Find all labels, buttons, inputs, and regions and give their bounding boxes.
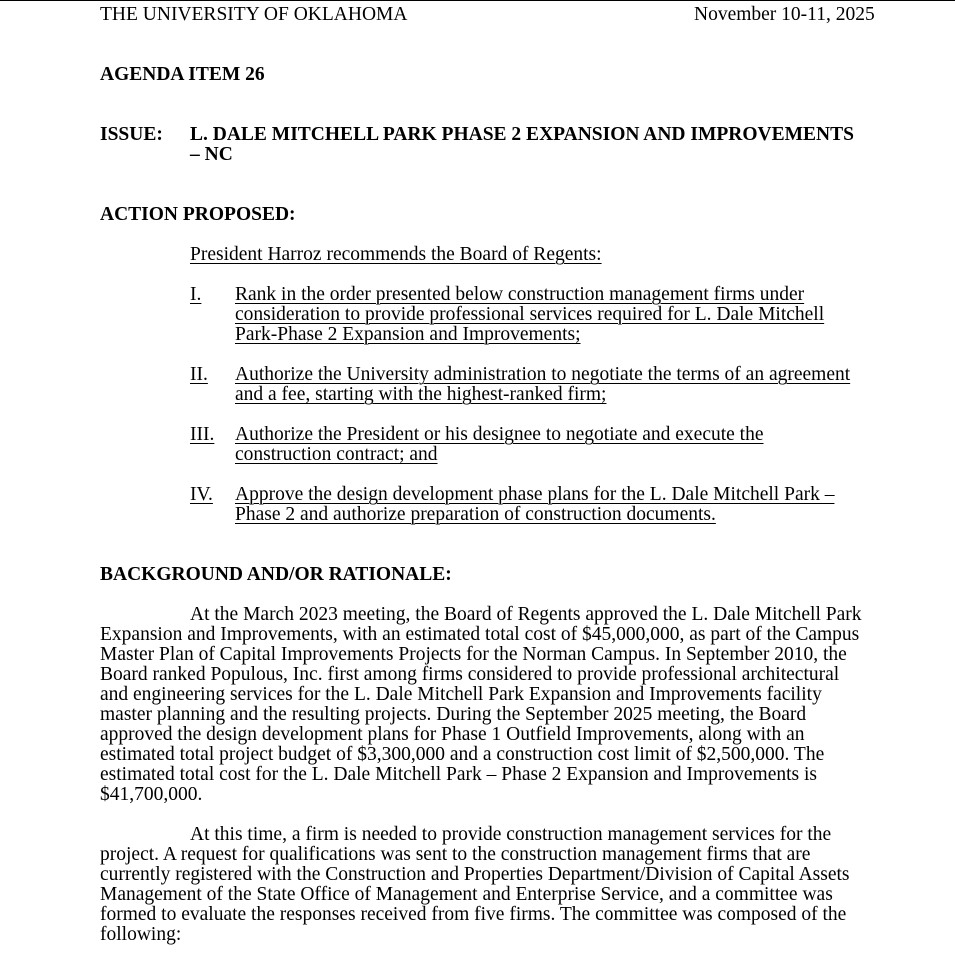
paragraph-line: formed to evaluate the responses received from five firms. The committee was composed of the [100,904,847,925]
item-line: Authorize the University administration to negotiate the terms of an agreement [235,364,851,385]
item-numeral: II. [190,364,208,385]
paragraph-line: master planning and the resulting projects. During the September 2025 meeting, the Board [100,704,807,725]
paragraph-line: project. A request for qualifications was sent to the construction management firms that are [100,844,811,865]
item-line: construction contract; and [235,444,438,465]
item-line: Park-Phase 2 Expansion and Improvements; [235,324,581,345]
action-proposed-heading: ACTION PROPOSED: [100,204,296,225]
top-divider [0,0,955,1]
item-line: and a fee, starting with the highest-ranked firm; [235,384,607,405]
paragraph-line: estimated total project budget of $3,300,000 and a construction cost limit of $2,500,000. The [100,744,825,765]
institution-name: THE UNIVERSITY OF OKLAHOMA [100,4,408,25]
paragraph-line: $41,700,000. [100,784,203,805]
meeting-date: November 10-11, 2025 [694,4,875,25]
agenda-item-title: AGENDA ITEM 26 [100,64,265,85]
item-line: Phase 2 and authorize preparation of construction documents. [235,504,716,525]
item-numeral: I. [190,284,202,305]
paragraph-line: Management of the State Office of Management and Enterprise Service, and a committee was [100,884,833,905]
item-line: Approve the design development phase plans for the L. Dale Mitchell Park – [235,484,835,505]
paragraph-line: At this time, a firm is needed to provide construction management services for the [190,824,832,845]
paragraph-line: approved the design development plans for Phase 1 Outfield Improvements, along with an [100,724,805,745]
item-numeral: IV. [190,484,213,505]
recommendation-text: President Harroz recommends the Board of Regents: [190,244,602,265]
item-line: Authorize the President or his designee to negotiate and execute the [235,424,764,445]
issue-title-line: L. DALE MITCHELL PARK PHASE 2 EXPANSION AND IMPROVEMENTS [190,124,854,145]
paragraph-line: currently registered with the Construction and Properties Department/Division of Capital Assets [100,864,850,885]
paragraph-line: Expansion and Improvements, with an estimated total cost of $45,000,000, as part of the Campus [100,624,860,645]
paragraph-line: and engineering services for the L. Dale Mitchell Park Expansion and Improvements facility [100,684,822,705]
paragraph-line: following: [100,924,182,945]
paragraph-line: Master Plan of Capital Improvements Projects for the Norman Campus. In September 2010, the [100,644,847,665]
item-line: consideration to provide professional services required for L. Dale Mitchell [235,304,825,325]
paragraph-line: estimated total cost for the L. Dale Mitchell Park – Phase 2 Expansion and Improvements is [100,764,818,785]
paragraph-line: At the March 2023 meeting, the Board of Regents approved the L. Dale Mitchell Park [190,604,862,625]
issue-label: ISSUE: [100,124,163,145]
issue-title-line: – NC [190,144,233,165]
paragraph-line: Board ranked Populous, Inc. first among firms considered to provide professional architectural [100,664,840,685]
item-numeral: III. [190,424,215,445]
background-heading: BACKGROUND AND/OR RATIONALE: [100,564,452,585]
item-line: Rank in the order presented below construction management firms under [235,284,805,305]
